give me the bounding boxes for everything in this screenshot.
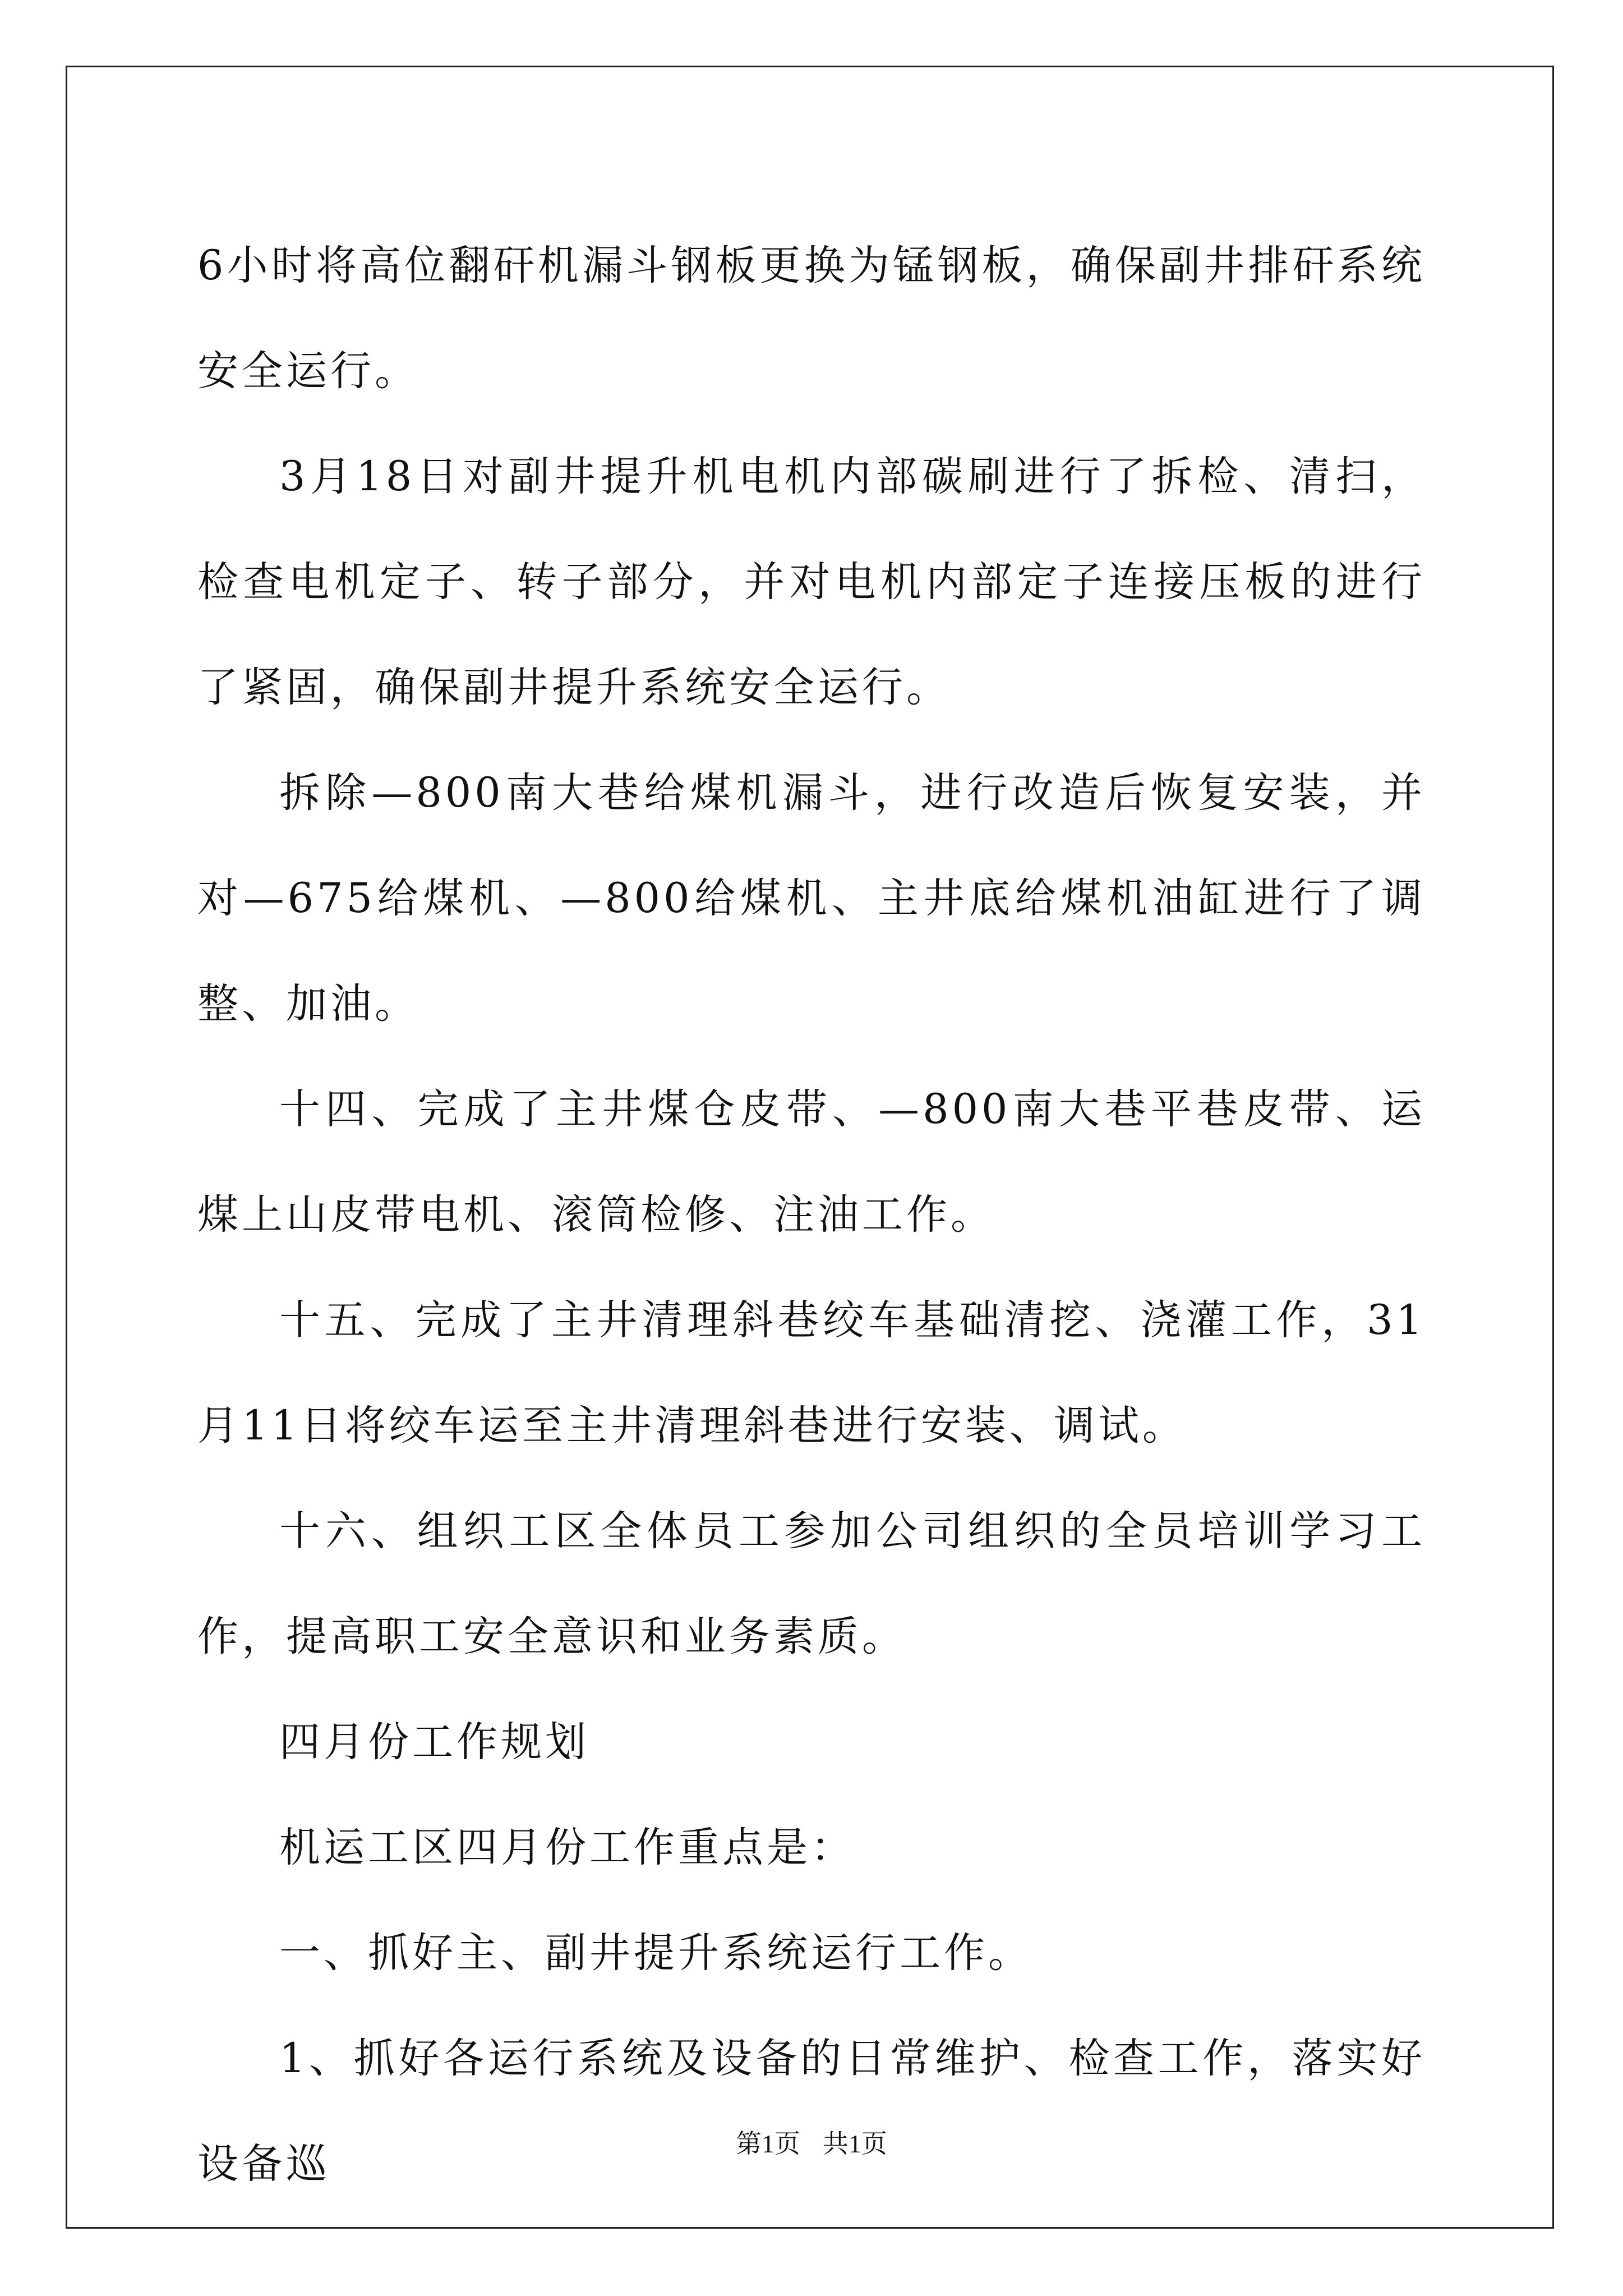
paragraph-10: 1、抓好各运行系统及设备的日常维护、检查工作，落实好设备巡 [197,2035,1426,2188]
paragraph-4: 十四、完成了主井煤仓皮带、—800南大巷平巷皮带、运煤上山皮带电机、滚筒检修、注油工作。 [197,1085,1426,1239]
page-number: 第1页 [736,2129,800,2158]
paragraph-8: 机运工区四月份工作重点是： [279,1824,855,1871]
page-total: 共1页 [823,2129,887,2158]
document-body [197,213,1426,2217]
page-footer [0,2127,1623,2161]
paragraph-6: 十六、组织工区全体员工参加公司组织的全员培训学习工作，提高职工安全意识和业务素质。 [197,1507,1426,1660]
paragraph-9: 一、抓好主、副井提升系统运行工作。 [279,1929,1032,1977]
paragraph-1: 6小时将高位翻矸机漏斗钢板更换为锰钢板，确保副井排矸系统安全运行。 [197,242,1426,395]
paragraph-3: 拆除—800南大巷给煤机漏斗，进行改造后恢复安装，并对—675给煤机、—800给煤机、主井底给煤机油缸进行了调整、加油。 [197,769,1426,1028]
paragraph-5: 十五、完成了主井清理斜巷绞车基础清挖、浇灌工作，31月11日将绞车运至主井清理斜巷进行安装、调试。 [197,1296,1426,1450]
paragraph-2: 3月18日对副井提升机电机内部碳刷进行了拆检、清扫，检查电机定子、转子部分，并对电机内部定子连接压板的进行了紧固，确保副井提升系统安全运行。 [197,453,1426,711]
section-heading: 四月份工作规划 [279,1718,589,1766]
